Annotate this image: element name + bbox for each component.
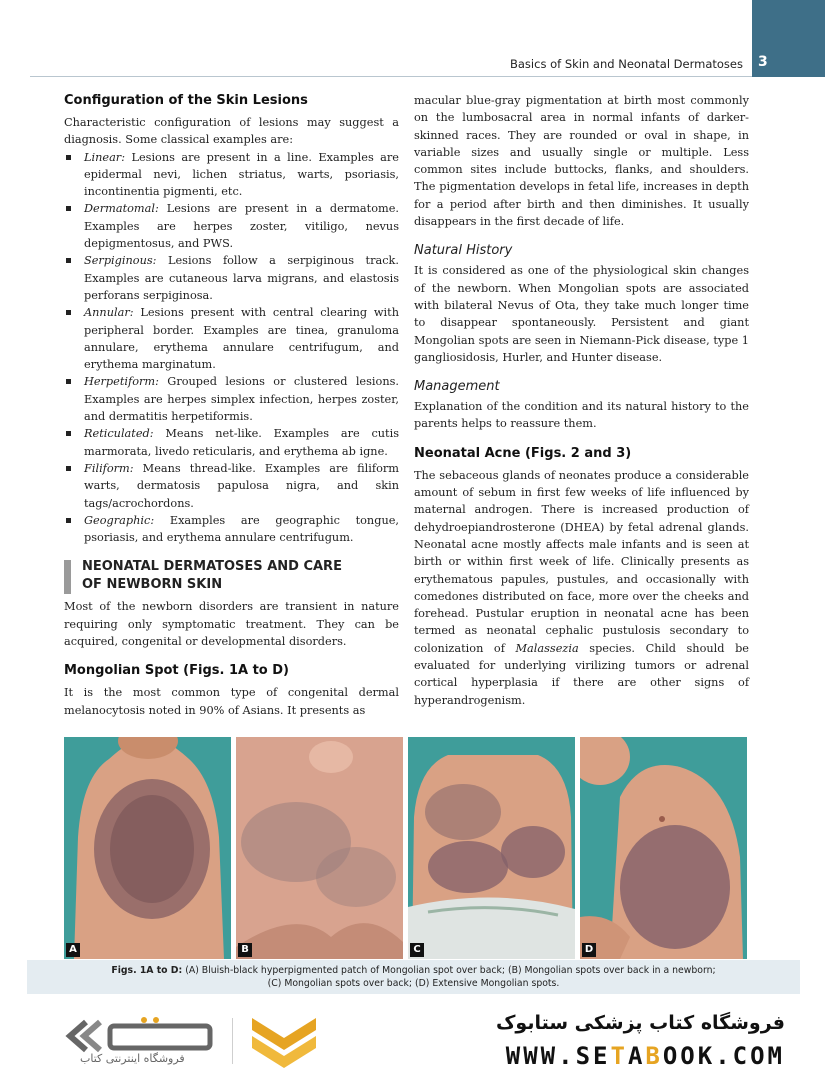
infant-side-photo-d: [580, 737, 747, 959]
photo-panel-c: [408, 737, 575, 959]
panel-label: B: [238, 943, 252, 957]
caption-label: Figs. 1A to D:: [111, 965, 183, 976]
infant-back-photo-a: [64, 737, 231, 959]
mongolian-para: It is the most common type of congenital dermal melanocytosis noted in 90% of Asians. It presents as: [64, 686, 399, 717]
list-item-text: Lesions are present in a dermatome. Examples are herpes zoster, vitiligo, nevus depigmentosus, and PWS.: [84, 202, 399, 251]
list-item-text: Lesions present with central clearing with peripheral border. Examples are tinea, granuloma annulare, erythema annulare centrifugum, and erythema marginatum.: [84, 306, 399, 372]
page-number: 3: [758, 54, 768, 70]
acne-text-a: The sebaceous glands of neonates produce a considerable amount of sebum in first few weeks of life influenced by maternal androgen. There is increased production of dehydroepiandrosterone (DHEA) by fetal adrenal glands. Neonatal acne mostly affects male infants and is seen at birth or within first week of life. Clinically presents as erythematous papules, pustules, and occasionally with comedones distributed on face, more over the cheeks and forehead. Pustular eruption in neonatal acne has been termed as neonatal cephalic pustulosis secondary to colonization of: [414, 468, 749, 655]
banner-bar: [64, 560, 71, 594]
url-highlight-2: B: [645, 1042, 663, 1070]
list-item-term: Geographic:: [84, 513, 155, 527]
store-url: [506, 1042, 785, 1070]
list-item-term: Serpiginous:: [84, 254, 157, 268]
infant-back-photo-c: [408, 737, 575, 959]
list-item-text: Lesions follow a serpiginous track. Examples are cutaneous larva migrans, and elastosis perforans serpiginosa.: [84, 254, 399, 302]
banner-title-line2: OF NEWBORN SKIN: [82, 577, 223, 593]
mongolian-heading: Mongolian Spot (Figs. 1A to D): [64, 663, 289, 679]
list-item-term: Reticulated:: [84, 427, 154, 441]
config-list: [64, 149, 399, 547]
list-item: [64, 200, 399, 252]
list-item: [64, 425, 399, 460]
section-banner: [64, 558, 399, 594]
management-para: Explanation of the condition and its natural history to the parents helps to reassure them.: [414, 400, 749, 431]
url-highlight-1: T: [610, 1042, 628, 1070]
panel-label: A: [66, 943, 80, 957]
url-mid: A: [627, 1042, 646, 1070]
right-column: [414, 92, 749, 709]
caption-line2: (C) Mongolian spots over back; (D) Extensive Mongolian spots.: [267, 978, 560, 989]
url-suffix: OOK.COM: [662, 1042, 785, 1070]
acne-italic: Malassezia: [515, 641, 579, 655]
page-number-tab: [752, 0, 825, 77]
left-column: [64, 92, 399, 719]
acne-heading: Neonatal Acne (Figs. 2 and 3): [414, 445, 632, 461]
running-title: Basics of Skin and Neonatal Dermatoses: [510, 57, 743, 71]
header-rule: [30, 76, 825, 77]
list-item: [64, 512, 399, 547]
figure-caption: [27, 964, 800, 990]
figure-1: [64, 737, 750, 959]
list-item-text: Means net-like. Examples are cutis marmorata, livedo reticularis, and erythema ab igne.: [84, 427, 399, 458]
watermark-footer: [0, 994, 825, 1080]
config-heading: Configuration of the Skin Lesions: [64, 93, 308, 108]
list-item-term: Herpetiform:: [84, 375, 159, 389]
figure-caption-box: [27, 960, 800, 994]
management-heading: Management: [414, 379, 500, 395]
photo-panel-a: [64, 737, 231, 959]
panel-label: C: [410, 943, 424, 957]
natural-history-heading: Natural History: [414, 243, 513, 259]
list-item-term: Filiform:: [84, 461, 134, 475]
list-item-term: Dermatomal:: [84, 202, 159, 216]
url-prefix: WWW.SE: [505, 1042, 611, 1070]
list-item-text: Lesions are present in a line. Examples are epidermal nevi, lichen striatus, warts, psoriasis, incontinentia pigmenti, etc.: [84, 150, 399, 199]
natural-history-para: It is considered as one of the physiological skin changes of the newborn. When Mongolian spots are associated with bilateral Nevus of Ota, they take much longer time to disappear spontaneously. Persistent and giant Mongolian spots are seen in Niemann-Pick disease, type 1 gangliosidosis, Hurler, and Hunter disease.: [414, 264, 749, 364]
acne-text-b: species. Child should be evaluated for underlying virilizing tumors or adrenal cortical hyperplasia if there are other signs of hyperandrogenism.: [414, 641, 749, 707]
mongolian-continued: macular blue-gray pigmentation at birth most commonly on the lumbosacral area in normal infants of darker-skinned races. They are rounded or oval in shape, in variable sizes and usually single or multiple. Less common sites include buttocks, flanks, and shoulders. The pigmentation develops in fetal life, increases in depth for a period after birth and then diminishes. It usually disappears in the first decade of life.: [414, 94, 749, 229]
list-item-text: Examples are geographic tongue, psoriasis, and erythema annulare centrifugum.: [84, 513, 399, 545]
store-name: فروشگاه کتاب پزشکی ستابوک: [495, 1012, 785, 1034]
photo-panel-b: [236, 737, 403, 959]
logo-divider: [232, 1018, 233, 1064]
banner-title-line1: NEONATAL DERMATOSES AND CARE: [82, 559, 342, 575]
caption-line1: (A) Bluish-black hyperpigmented patch of Mongolian spot over back; (B) Mongolian spots over back in a newborn;: [182, 965, 716, 976]
list-item-text: Grouped lesions or clustered lesions. Examples are herpes simplex infection, herpes zoster, and dermatitis herpetiformis.: [84, 375, 399, 424]
list-item: [64, 373, 399, 425]
config-intro: Characteristic configuration of lesions may suggest a diagnosis. Some classical examples are:: [64, 116, 399, 147]
panel-label: D: [582, 943, 596, 957]
chevron-logo-icon: [246, 1014, 322, 1075]
infant-back-photo-b: [236, 737, 403, 959]
list-item-text: Means thread-like. Examples are filiform warts, dermatosis papulosa nigra, and skin tags/acrochordons.: [84, 461, 399, 510]
acne-para: [414, 467, 749, 709]
list-item-term: Linear:: [84, 150, 126, 164]
list-item: [64, 149, 399, 201]
photo-panel-d: [580, 737, 747, 959]
list-item-term: Annular:: [84, 306, 134, 320]
logo-tagline: فروشگاه اینترنتی کتاب: [80, 1052, 185, 1065]
neonatal-intro: Most of the newborn disorders are transient in nature requiring only symptomatic treatment. They can be acquired, congenital or developmental disorders.: [64, 600, 399, 649]
list-item: [64, 252, 399, 304]
list-item: [64, 304, 399, 373]
list-item: [64, 460, 399, 512]
